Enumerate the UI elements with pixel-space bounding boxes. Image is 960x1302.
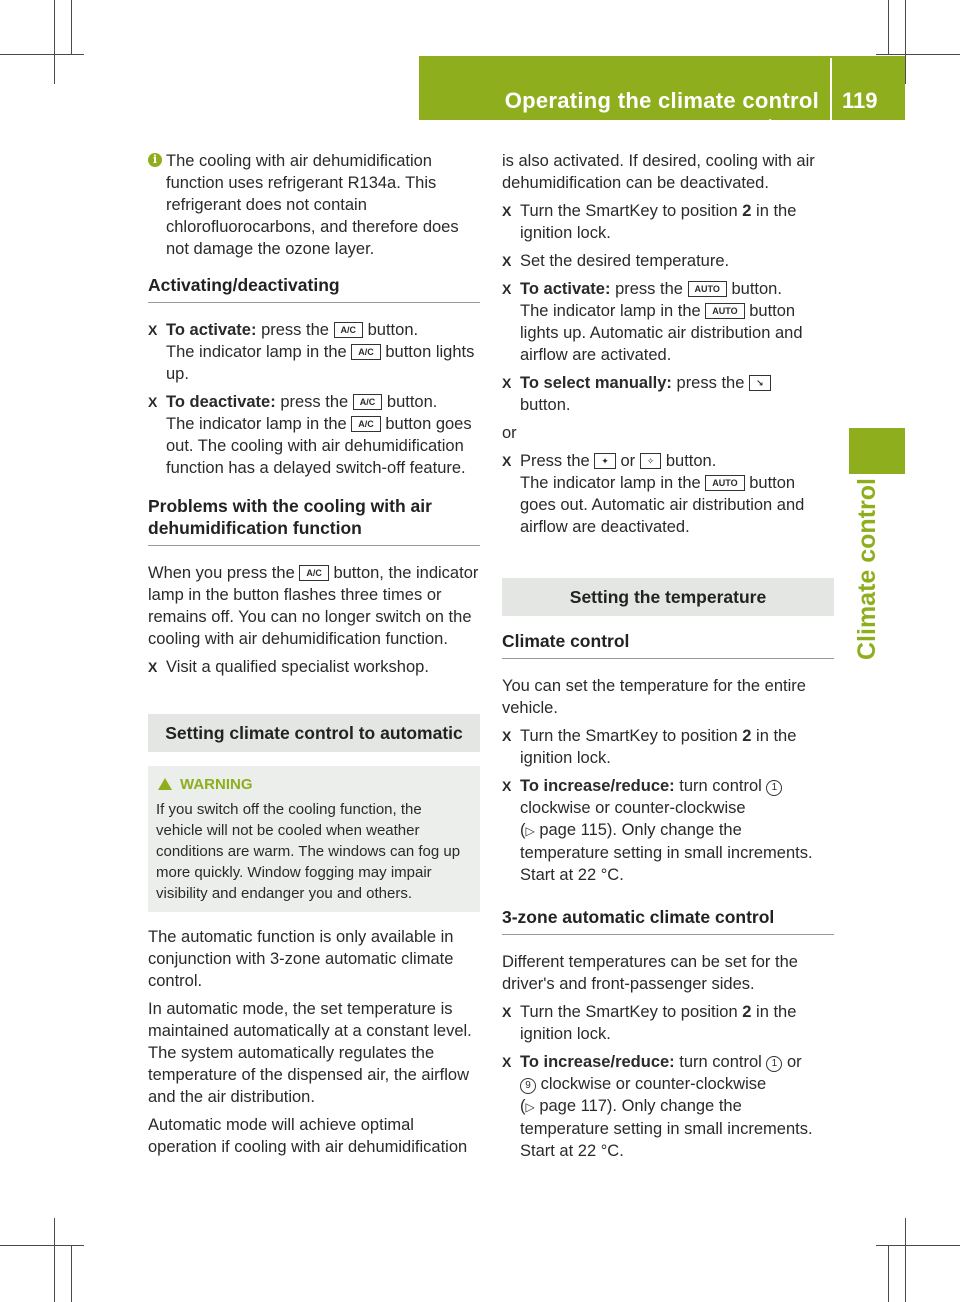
step-set-temp [502,250,834,272]
step-arrow-icon: X [502,1054,512,1070]
position-number: 2 [742,727,752,745]
info-icon: i [148,153,162,167]
heading-problems: Problems with the cooling with air dehumidification function [148,495,480,546]
crop-mark [54,0,55,84]
step-text: Turn the SmartKey to position [520,1003,738,1021]
step-text: The indicator lamp in the [166,343,347,361]
step-text: or [620,452,636,470]
step-text: page 117). Only change the temperature setting in small increments. Start at 22 °C. [520,1097,813,1160]
side-label-text: Climate control [853,478,881,660]
heading-3zone: 3-zone automatic climate control [502,906,834,935]
step-smartkey [502,725,834,769]
step-text: press the [676,374,745,392]
warning-text: If you switch off the cooling function, the vehicle will not be cooled when weather conditions are warm. The windows can fog up more quickly. Window fogging may impair visibility and endanger you and others. [156,801,461,902]
paragraph: Different temperatures can be set for the driver's and front-passenger sides. [502,953,798,993]
auto-button-icon: AUTO [688,281,727,297]
ac-button-icon: A/C [334,322,364,338]
paragraph: In automatic mode, the set temperature is maintained automatically at a constant level. The system automatically regulates the temperature of the dispensed air, the airflow and the air distribution. [148,1000,472,1106]
left-column [148,150,480,1164]
ac-button-icon: A/C [299,565,329,581]
paragraph: Automatic mode will achieve optimal operation if cooling with air dehumidification [148,1116,468,1156]
ac-button-icon: A/C [353,394,383,410]
page-reference-icon: ▷ [525,1100,535,1114]
step-text: in the ignition lock. [520,1003,797,1043]
ac-button-icon: A/C [351,416,381,432]
step-text: Turn the SmartKey to position [520,202,738,220]
step-press-airflow [502,450,834,538]
section-band-automatic: Setting climate control to automatic [148,714,480,752]
airflow-increase-button-icon: ✦ [594,453,616,469]
step-text: Turn the SmartKey to position [520,727,738,745]
header-divider [830,58,832,120]
crop-mark [905,0,906,84]
step-text: button goes out. Automatic air distribution and airflow are deactivated. [520,474,805,536]
step-select-manually [502,372,834,416]
step-bold: To increase/reduce: [520,777,675,795]
crop-mark [888,1245,889,1302]
step-activate-auto [502,278,834,366]
page-number: 119 [842,88,878,113]
step-arrow-icon: X [502,281,512,297]
air-distribution-button-icon: ↘ [749,375,771,391]
info-note [148,150,480,260]
step-text: press the [261,321,329,339]
step-text: The indicator lamp in the [166,415,347,433]
step-arrow-icon: X [148,394,158,410]
chapter-tab [849,428,905,474]
crop-mark [905,1218,906,1302]
step-text: button goes out. The cooling with air dehumidification function has a delayed switch-off feature. [166,415,472,477]
step-bold: To activate: [520,280,611,298]
step-text: Visit a qualified specialist workshop. [166,658,429,676]
step-text: The indicator lamp in the [520,474,701,492]
auto-button-icon: AUTO [705,475,744,491]
step-text: press the [280,393,349,411]
step-bold: To increase/reduce: [520,1053,675,1071]
step-text: in the ignition lock. [520,202,797,242]
airflow-reduce-button-icon: ✧ [640,453,662,469]
step-arrow-icon: X [502,728,512,744]
step-arrow-icon: X [502,203,512,219]
step-text: button. [367,321,419,339]
position-number: 2 [742,202,752,220]
info-note-text: The cooling with air dehumidification function uses refrigerant R134a. This refrigerant does not contain chlorofluorocarbons, and therefore does not damage the ozone layer. [166,152,459,258]
control-9-icon: 9 [520,1078,536,1094]
paragraph: You can set the temperature for the entire vehicle. [502,677,806,717]
step-arrow-icon: X [502,778,512,794]
warning-title: WARNING [180,776,253,793]
step-activate [148,319,480,385]
crop-mark [0,54,84,55]
step-text: page 115). Only change the temperature setting in small increments. Start at 22 °C. [520,821,813,884]
section-band-temperature: Setting the temperature [502,578,834,616]
heading-climate-control: Climate control [502,630,834,659]
heading-activating: Activating/deactivating [148,274,480,303]
control-1-icon: 1 [766,1056,782,1072]
step-deactivate [148,391,480,479]
step-arrow-icon: X [148,322,158,338]
step-bold: To activate: [166,321,257,339]
step-text: button. [665,452,717,470]
step-arrow-icon: X [502,375,512,391]
right-column [502,150,834,1168]
step-text: The indicator lamp in the [520,302,701,320]
step-text: button. [386,393,438,411]
step-text: button. [520,396,571,414]
step-text: Press the [520,452,590,470]
step-arrow-icon: X [502,253,512,269]
step-smartkey [502,200,834,244]
crop-mark [876,54,960,55]
ac-button-icon: A/C [351,344,381,360]
paragraph: is also activated. If desired, cooling with air dehumidification can be deactivated. [502,152,815,192]
paragraph [148,562,480,650]
crop-mark [888,0,889,54]
warning-icon [158,778,172,790]
step-text: clockwise or counter-clockwise [520,799,746,817]
step-bold: To select manually: [520,374,672,392]
step-arrow-icon: X [502,453,512,469]
step-text: in the ignition lock. [520,727,797,767]
auto-button-icon: AUTO [705,303,744,319]
crop-mark [71,1245,72,1302]
para-text: When you press the [148,564,295,582]
warning-header [156,774,472,795]
step-text: button lights up. [166,343,475,383]
step-text: turn control [679,1053,762,1071]
step-visit-workshop [148,656,480,678]
paragraph: The automatic function is only available in conjunction with 3-zone automatic climate control. [148,928,454,990]
step-arrow-icon: X [148,659,158,675]
para-text: button, the indicator lamp in the button flashes three times or remains off. You can no longer switch on the cooling with air dehumidification function. [148,564,479,648]
step-arrow-icon: X [502,1004,512,1020]
position-number: 2 [742,1003,752,1021]
step-text: Set the desired temperature. [520,252,730,270]
warning-box [148,766,480,912]
crop-mark [71,0,72,54]
step-text: button. [731,280,782,298]
page-reference-icon: ▷ [525,824,535,838]
running-title: Operating the climate control systems [504,88,819,139]
step-text: press the [615,280,683,298]
step-text: or [787,1053,802,1071]
step-smartkey [502,1001,834,1045]
step-increase-reduce: X To increase/reduce: turn control 1 clockwise or counter-clockwise (▷ page 115). Only change the temperature setting in small increments. Start at 22 °C. [502,777,813,884]
step-increase-reduce: X To increase/reduce: turn control 1 or 9 clockwise or counter-clockwise (▷ page 117). Only change the temperature setting in small increments. Start at 22 °C. [502,1053,813,1160]
step-bold: To deactivate: [166,393,276,411]
control-1-icon: 1 [766,780,782,796]
or-text: or [502,424,517,442]
step-text: clockwise or counter-clockwise [540,1075,767,1093]
crop-mark [54,1218,55,1302]
step-text: turn control [679,777,762,795]
step-text: button lights up. Automatic air distribution and airflow are activated. [520,302,803,364]
